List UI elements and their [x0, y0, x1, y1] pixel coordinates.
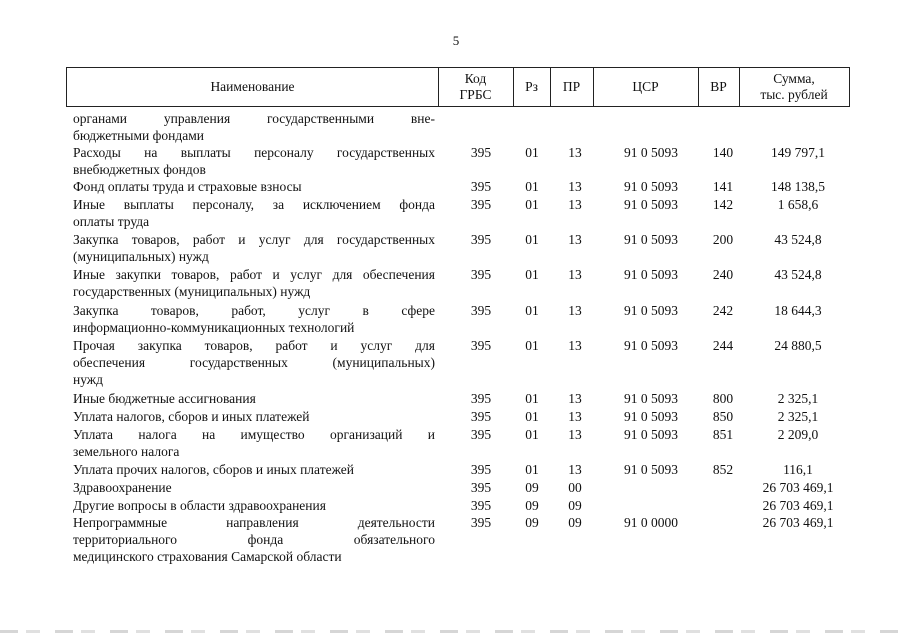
row-rz: 01 — [525, 267, 539, 282]
row-grbs: 395 — [470, 498, 492, 513]
row-grbs: 395 — [470, 179, 492, 194]
row-csr: 91 0 5093 — [624, 338, 678, 353]
row-grbs: 395 — [470, 427, 492, 442]
row-sum: 2 325,1 — [777, 409, 819, 424]
row-sum: 2 209,0 — [777, 427, 819, 442]
row-name-line: Непрограммные направления деятельности — [73, 515, 435, 530]
row-name-line: внебюджетных фондов — [73, 162, 206, 177]
row-pr: 13 — [568, 338, 582, 353]
row-csr: 91 0 5093 — [624, 409, 678, 424]
row-grbs: 395 — [470, 232, 492, 247]
row-name-line: Закупка товаров, работ, услуг в сфере — [73, 303, 435, 318]
row-name-line: бюджетными фондами — [73, 128, 204, 143]
row-name-line: территориального фонда обязательного — [73, 532, 435, 547]
row-name-line: Расходы на выплаты персоналу государственных — [73, 145, 435, 160]
row-pr: 13 — [568, 462, 582, 477]
row-rz: 01 — [525, 303, 539, 318]
header-grbs-line2: ГРБС — [459, 87, 492, 102]
row-pr: 13 — [568, 427, 582, 442]
row-rz: 01 — [525, 462, 539, 477]
row-grbs: 395 — [470, 267, 492, 282]
header-grbs-line1: Код — [464, 71, 487, 86]
row-sum: 26 703 469,1 — [762, 480, 834, 495]
row-name-line: обеспечения государственных (муниципальных) — [73, 355, 435, 370]
row-sum: 116,1 — [783, 462, 813, 477]
row-rz: 09 — [525, 498, 539, 513]
row-csr: 91 0 5093 — [624, 179, 678, 194]
row-pr: 00 — [568, 480, 582, 495]
row-name-line: Другие вопросы в области здравоохранения — [73, 498, 326, 513]
row-pr: 09 — [568, 498, 582, 513]
page-number: 5 — [452, 33, 460, 48]
row-grbs: 395 — [470, 515, 492, 530]
row-name-line: Уплата прочих налогов, сборов и иных платежей — [73, 462, 354, 477]
row-pr: 09 — [568, 515, 582, 530]
row-grbs: 395 — [470, 145, 492, 160]
header-vr: ВР — [710, 79, 727, 94]
row-vr: 850 — [712, 409, 734, 424]
row-name-line: органами управления государственными вне- — [73, 111, 435, 126]
header-name: Наименование — [210, 79, 295, 94]
row-rz: 01 — [525, 391, 539, 406]
row-rz: 01 — [525, 197, 539, 212]
row-sum: 148 138,5 — [771, 179, 825, 194]
row-csr: 91 0 5093 — [624, 427, 678, 442]
row-vr: 141 — [712, 179, 734, 194]
row-name-line: (муниципальных) нужд — [73, 249, 209, 264]
row-name-line: нужд — [73, 372, 103, 387]
row-rz: 01 — [525, 427, 539, 442]
row-vr: 140 — [712, 145, 734, 160]
row-pr: 13 — [568, 197, 582, 212]
row-csr: 91 0 5093 — [624, 232, 678, 247]
row-name-line: Иные выплаты персоналу, за исключением фонда — [73, 197, 435, 212]
row-vr: 851 — [712, 427, 734, 442]
row-sum: 26 703 469,1 — [762, 498, 834, 513]
row-name-line: государственных (муниципальных) нужд — [73, 284, 311, 299]
row-grbs: 395 — [470, 409, 492, 424]
row-grbs: 395 — [470, 303, 492, 318]
row-name-line: Прочая закупка товаров, работ и услуг для — [73, 338, 435, 353]
row-pr: 13 — [568, 232, 582, 247]
row-name-line: медицинского страхования Самарской области — [73, 549, 342, 564]
row-pr: 13 — [568, 145, 582, 160]
row-csr: 91 0 5093 — [624, 303, 678, 318]
row-sum: 18 644,3 — [774, 303, 822, 318]
row-sum: 149 797,1 — [771, 145, 825, 160]
row-name-line: земельного налога — [73, 444, 180, 459]
row-pr: 13 — [568, 303, 582, 318]
row-sum: 26 703 469,1 — [762, 515, 834, 530]
row-grbs: 395 — [470, 197, 492, 212]
row-grbs: 395 — [470, 338, 492, 353]
row-rz: 09 — [525, 515, 539, 530]
row-csr: 91 0 5093 — [624, 197, 678, 212]
row-pr: 13 — [568, 409, 582, 424]
row-vr: 240 — [712, 267, 734, 282]
row-rz: 01 — [525, 145, 539, 160]
row-vr: 142 — [712, 197, 734, 212]
header-grbs — [438, 68, 513, 106]
row-sum: 24 880,5 — [774, 338, 822, 353]
row-rz: 01 — [525, 232, 539, 247]
header-rz: Рз — [525, 79, 538, 94]
row-sum: 2 325,1 — [777, 391, 819, 406]
row-vr: 852 — [712, 462, 734, 477]
row-name-line: Закупка товаров, работ и услуг для государственных — [73, 232, 435, 247]
header-sum-line1: Сумма, — [773, 71, 815, 86]
row-name-line: информационно-коммуникационных технологий — [73, 320, 355, 335]
row-name-line: Уплата налогов, сборов и иных платежей — [73, 409, 310, 424]
row-name-line: Иные закупки товаров, работ и услуг для обеспечения — [73, 267, 435, 282]
row-pr: 13 — [568, 179, 582, 194]
row-csr: 91 0 5093 — [624, 462, 678, 477]
row-rz: 01 — [525, 179, 539, 194]
header-sum — [739, 68, 849, 106]
row-grbs: 395 — [470, 480, 492, 495]
row-name-line: Иные бюджетные ассигнования — [73, 391, 256, 406]
row-csr: 91 0 5093 — [624, 391, 678, 406]
row-name-line: Здравоохранение — [73, 480, 172, 495]
row-grbs: 395 — [470, 462, 492, 477]
row-grbs: 395 — [470, 391, 492, 406]
row-name-line: оплаты труда — [73, 214, 150, 229]
header-sum-line2: тыс. рублей — [760, 87, 828, 102]
row-rz: 09 — [525, 480, 539, 495]
row-name-line: Уплата налога на имущество организаций и — [73, 427, 435, 442]
row-vr: 242 — [712, 303, 734, 318]
row-sum: 43 524,8 — [774, 267, 822, 282]
row-vr: 200 — [712, 232, 734, 247]
row-vr: 244 — [712, 338, 734, 353]
scan-artifact — [0, 630, 905, 633]
row-rz: 01 — [525, 338, 539, 353]
row-sum: 43 524,8 — [774, 232, 822, 247]
row-rz: 01 — [525, 409, 539, 424]
row-csr: 91 0 5093 — [624, 145, 678, 160]
row-name-line: Фонд оплаты труда и страховые взносы — [73, 179, 302, 194]
row-csr: 91 0 5093 — [624, 267, 678, 282]
row-csr: 91 0 0000 — [624, 515, 678, 530]
row-vr: 800 — [712, 391, 734, 406]
row-sum: 1 658,6 — [777, 197, 819, 212]
header-pr: ПР — [562, 79, 581, 94]
row-pr: 13 — [568, 391, 582, 406]
table-header — [66, 67, 850, 107]
header-csr: ЦСР — [632, 79, 659, 94]
row-pr: 13 — [568, 267, 582, 282]
